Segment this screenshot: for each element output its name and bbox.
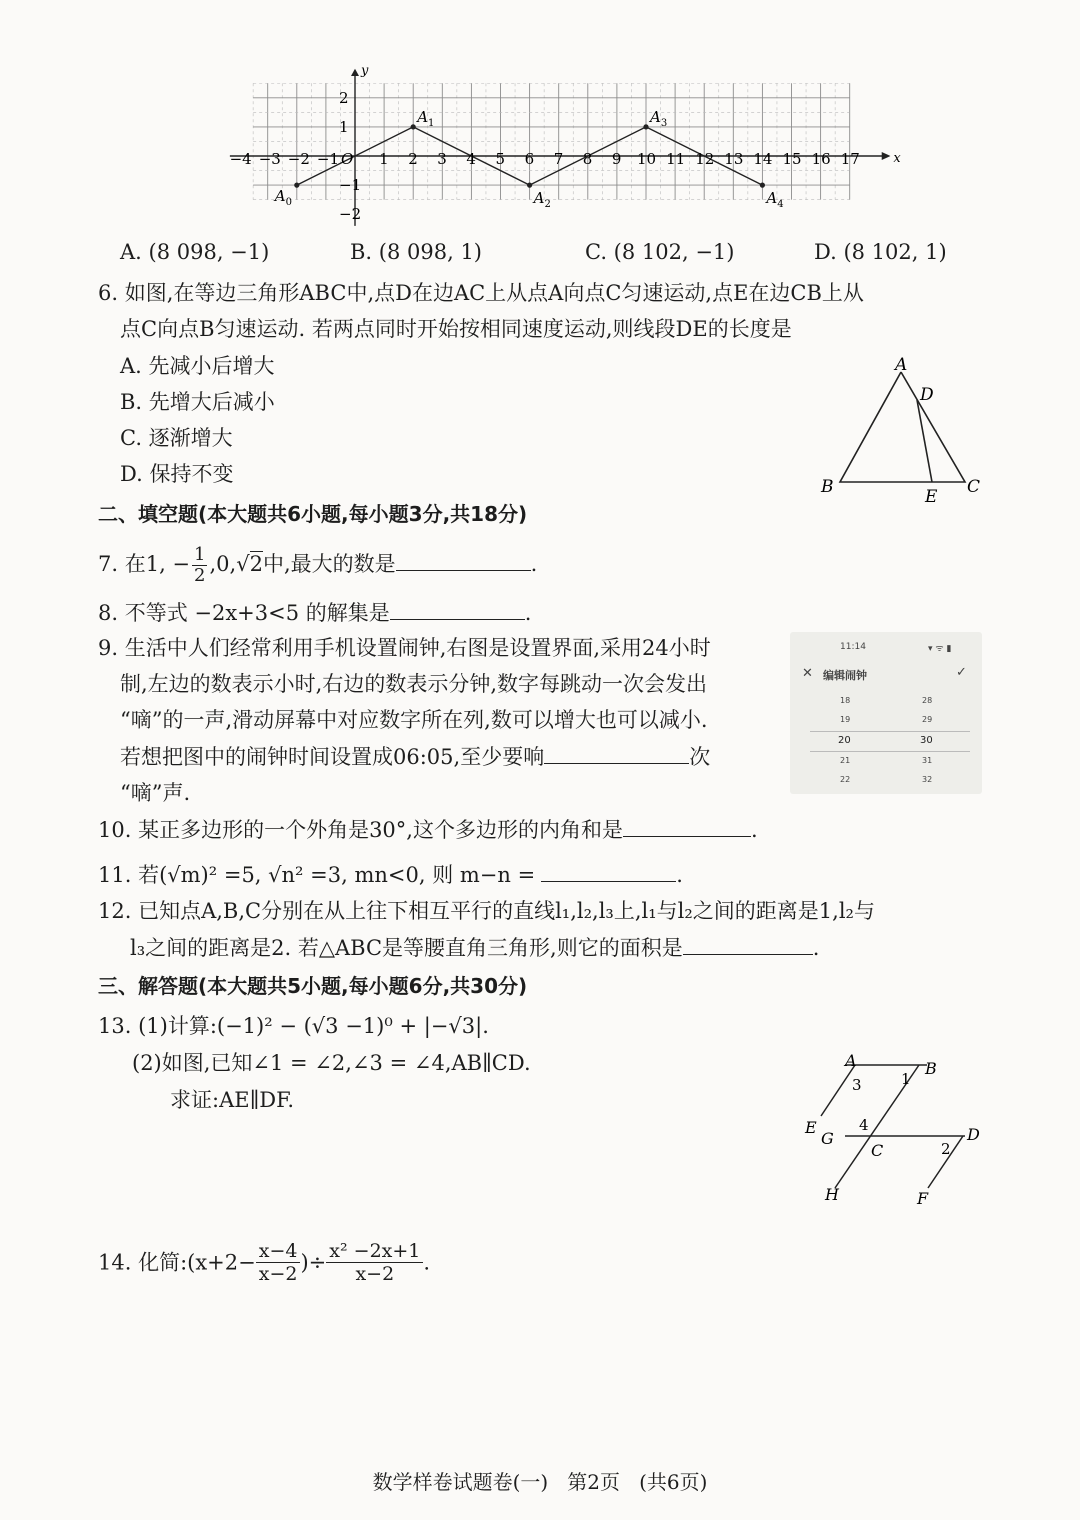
y-axis-arrow-icon bbox=[351, 69, 359, 76]
q6-choice-c[interactable]: C. 逐渐增大 bbox=[120, 426, 233, 450]
q6-line1: 6. 如图,在等边三角形ABC中,点D在边AC上从点A向点C匀速运动,点E在边CB上从 bbox=[98, 281, 864, 305]
point-label-a3: $A_3$ bbox=[650, 107, 668, 129]
section-solution-heading: 三、解答题(本大题共5小题,每小题6分,共30分) bbox=[98, 974, 528, 998]
q5-choice-b[interactable]: B. (8 098, 1) bbox=[350, 240, 482, 264]
fig13-label-e: E bbox=[805, 1118, 817, 1137]
x-axis-arrow-icon bbox=[882, 152, 891, 160]
section-fill-in-heading: 二、填空题(本大题共6小题,每小题3分,共18分) bbox=[98, 502, 528, 526]
check-icon: ✓ bbox=[956, 665, 967, 680]
x-tick-label: 14 bbox=[753, 150, 773, 168]
fig13-label-2: 2 bbox=[941, 1140, 951, 1158]
parallel-lines-figure bbox=[795, 1048, 995, 1208]
minute-29: 29 bbox=[922, 715, 933, 724]
q12-line2: l₃之间的距离是2. 若△ABC是等腰直角三角形,则它的面积是 . bbox=[130, 932, 819, 963]
q14-fraction-2: $\frac{\text{x² −2x+1}}{x-2}$ bbox=[326, 1240, 423, 1285]
fig13-label-a: A bbox=[845, 1051, 857, 1070]
fig13-label-4: 4 bbox=[859, 1116, 869, 1134]
fig13-label-h: H bbox=[825, 1185, 839, 1204]
q14-line: 14. 化简:(x+2− $\frac{x-4}{x-2}$ )÷ $\frac{\text{x² −2x+1}}{x-2}$ . bbox=[98, 1240, 431, 1285]
point-a0 bbox=[294, 183, 299, 188]
q11-answer-blank[interactable] bbox=[541, 859, 676, 882]
x-tick-label: −3 bbox=[258, 150, 281, 168]
q14-fraction-1: $\frac{x-4}{x-2}$ bbox=[256, 1240, 301, 1285]
fig-label-b: B bbox=[821, 477, 834, 497]
q13-part2: (2)如图,已知∠1 = ∠2,∠3 = ∠4,AB∥CD. bbox=[132, 1051, 531, 1075]
x-tick-label: O bbox=[341, 150, 354, 168]
fig-label-a: A bbox=[895, 355, 908, 375]
x-tick-label: −1 bbox=[316, 150, 340, 168]
y-tick-label: −2 bbox=[339, 205, 362, 224]
phone-status-icons: ▾ ᯤ ▮ bbox=[928, 644, 952, 654]
q9-line5: “嘀”声. bbox=[120, 781, 191, 805]
x-tick-label: 9 bbox=[611, 150, 622, 168]
page-footer: 数学样卷试题卷(一) 第2页 (共6页) bbox=[372, 1470, 708, 1494]
q8-line: 8. 不等式 −2x+3<5 的解集是 . bbox=[98, 597, 531, 628]
triangle-abc-figure bbox=[815, 352, 995, 507]
x-tick-label: 5 bbox=[495, 150, 506, 168]
y-axis-label: y bbox=[361, 63, 369, 79]
q9-line1: 9. 生活中人们经常利用手机设置闹钟,右图是设置界面,采用24小时 bbox=[98, 636, 711, 660]
x-tick-label: 1 bbox=[379, 150, 389, 168]
fig-label-d: D bbox=[920, 385, 934, 405]
minute-31: 31 bbox=[922, 756, 933, 765]
selection-line-top bbox=[810, 731, 970, 732]
q6-line2: 点C向点B匀速运动. 若两点同时开始按相同速度运动,则线段DE的长度是 bbox=[120, 317, 792, 341]
q8-answer-blank[interactable] bbox=[390, 597, 525, 620]
hour-22: 22 bbox=[840, 775, 851, 784]
fig13-label-3: 3 bbox=[852, 1076, 862, 1094]
q10-line: 10. 某正多边形的一个外角是30°,这个多边形的内角和是 . bbox=[98, 814, 758, 845]
q5-choice-a[interactable]: A. (8 098, −1) bbox=[120, 240, 270, 264]
x-tick-label: −2 bbox=[287, 150, 310, 168]
q9-line4: 若想把图中的闹钟时间设置成06:05,至少要响 次 bbox=[120, 741, 710, 772]
q9-line2: 制,左边的数表示小时,右边的数表示分钟,数字每跳动一次会发出 bbox=[120, 672, 708, 696]
q6-choice-a[interactable]: A. 先减小后增大 bbox=[120, 354, 275, 378]
q7-fraction: $\frac{1}{2}$ bbox=[194, 544, 206, 586]
q7-answer-blank[interactable] bbox=[396, 548, 531, 571]
y-tick-label: 1 bbox=[339, 117, 349, 136]
point-label-a1: $A_1$ bbox=[417, 107, 435, 129]
x-tick-label: 16 bbox=[811, 150, 831, 168]
fig-label-e: E bbox=[925, 487, 938, 507]
fig13-label-1: 1 bbox=[901, 1070, 911, 1088]
q13-prove: 求证:AE∥DF. bbox=[170, 1088, 295, 1112]
sqrt-symbol-icon: √ bbox=[236, 552, 250, 576]
selection-line-bottom bbox=[810, 751, 970, 752]
x-tick-label: −4 bbox=[229, 150, 252, 168]
x-tick-label: 8 bbox=[582, 150, 593, 168]
point-a4 bbox=[760, 183, 765, 188]
x-axis-label: x bbox=[893, 151, 901, 166]
q10-answer-blank[interactable] bbox=[623, 814, 751, 837]
q13-part1: 13. (1)计算:(−1)² − (√3 −1)⁰ + |−√3|. bbox=[98, 1014, 489, 1038]
x-tick-label: 17 bbox=[840, 150, 860, 168]
x-tick-label: 15 bbox=[782, 150, 802, 168]
hour-21: 21 bbox=[840, 756, 851, 765]
fig-label-c: C bbox=[967, 477, 981, 497]
x-tick-label: 2 bbox=[408, 150, 418, 168]
point-label-a4: $A_4$ bbox=[766, 189, 784, 211]
hour-20: 20 bbox=[838, 735, 851, 746]
x-tick-label: 11 bbox=[666, 150, 686, 168]
point-a3 bbox=[643, 124, 648, 129]
minute-28: 28 bbox=[922, 696, 933, 705]
q12-line1: 12. 已知点A,B,C分别在从上往下相互平行的直线l₁,l₂,l₃上,l₁与l₂之间的距离是1,l₂与 bbox=[98, 899, 875, 923]
q9-line3: “嘀”的一声,滑动屏幕中对应数字所在列,数可以增大也可以减小. bbox=[120, 708, 708, 732]
y-tick-label: −1 bbox=[339, 176, 362, 195]
hour-19: 19 bbox=[840, 715, 851, 724]
q11-line: 11. 若(√m)² =5, √n² =3, mn<0, 则 m−n = . bbox=[98, 859, 683, 890]
fig13-label-c: C bbox=[871, 1141, 884, 1160]
point-label-a2: $A_2$ bbox=[533, 189, 551, 211]
fig13-label-f: F bbox=[917, 1189, 929, 1208]
phone-time: 11:14 bbox=[840, 642, 866, 652]
x-tick-label: 4 bbox=[466, 150, 476, 168]
fig13-label-g: G bbox=[821, 1129, 834, 1148]
alarm-settings-screenshot bbox=[790, 632, 982, 794]
x-tick-label: 10 bbox=[637, 150, 657, 168]
coordinate-grid-figure bbox=[215, 60, 901, 235]
close-icon: ✕ bbox=[802, 666, 813, 681]
q9-answer-blank[interactable] bbox=[544, 741, 689, 764]
phone-title: 编辑闹钟 bbox=[823, 669, 867, 682]
q5-choice-c[interactable]: C. (8 102, −1) bbox=[585, 240, 735, 264]
q6-choice-b[interactable]: B. 先增大后减小 bbox=[120, 390, 275, 414]
q12-answer-blank[interactable] bbox=[683, 932, 813, 955]
fig13-label-d: D bbox=[967, 1125, 980, 1144]
x-tick-label: 3 bbox=[437, 150, 447, 168]
point-label-a0: $A_0$ bbox=[274, 187, 293, 209]
x-tick-label: 12 bbox=[695, 150, 715, 168]
fig13-label-b: B bbox=[925, 1059, 937, 1078]
q6-choice-d[interactable]: D. 保持不变 bbox=[120, 462, 234, 486]
x-tick-label: 7 bbox=[553, 150, 564, 168]
x-tick-label: 6 bbox=[524, 150, 535, 168]
point-a1 bbox=[411, 124, 416, 129]
minute-30: 30 bbox=[920, 735, 933, 746]
x-tick-label: 13 bbox=[724, 150, 744, 168]
q7-line: 7. 在1, − $\frac{1}{2}$ ,0,√2中,最大的数是 . bbox=[98, 544, 538, 586]
minute-32: 32 bbox=[922, 775, 933, 784]
y-tick-label: 2 bbox=[339, 88, 349, 107]
q5-choice-d[interactable]: D. (8 102, 1) bbox=[814, 240, 947, 264]
point-a2 bbox=[527, 183, 532, 188]
hour-18: 18 bbox=[840, 696, 851, 705]
